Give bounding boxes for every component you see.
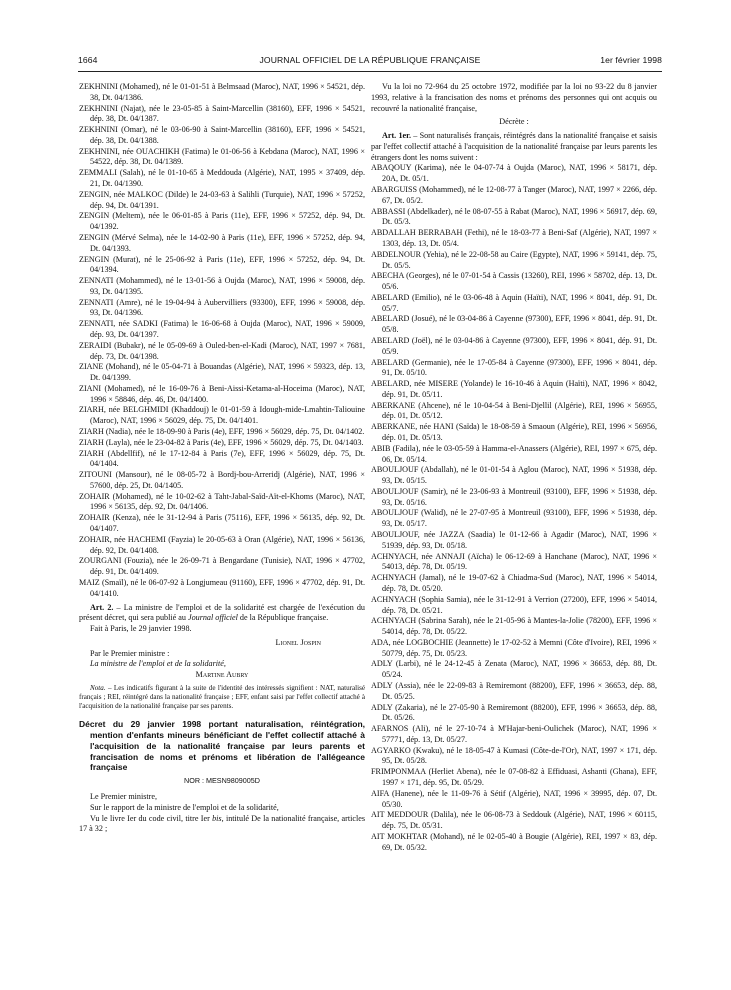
list-item: ABELARD, née MISERE (Yolande) le 16-10-46 à Aquin (Haïti), NAT, 1996 × 8042, dép. 91, Dt. 05/11. [371, 379, 657, 399]
list-item: ADA, née LOGBOCHIE (Jeannette) le 17-02-52 à Memni (Côte d'Ivoire), REI, 1996 × 50779, dép. 75, Dt. 05/23. [371, 637, 657, 658]
list-item: ABELARD (Josué), né le 03-04-86 à Cayenne (97300), EFF, 1996 × 8041, dép. 91, Dt. 05/8. [371, 314, 657, 335]
list-item: ZEKHNINI, née OUACHIKH (Fatima) le 01-06-56 à Kebdana (Maroc), NAT, 1996 × 54522, dép. 38, Dt. 04/1389. [79, 146, 365, 167]
list-item: MAIZ (Smaïl), né le 06-07-92 à Longjumeau (91160), EFF, 1996 × 47702, dép. 91, Dt. 04/1410. [79, 577, 365, 598]
list-item: ZENNATI (Mohammed), né le 13-01-56 à Oujda (Maroc), NAT, 1996 × 59008, dép. 93, Dt. 04/1395. [79, 276, 365, 296]
list-item: ZIARH, née BELGHMIDI (Khaddouj) le 01-01-59 à Idough-mide-Lmahtin-Taliouine (Maroc), NAT, 1996 × 56029, dép. 75, Dt. 04/1401. [79, 405, 365, 426]
decrete: Décrète : [499, 117, 529, 127]
vu-civil-code-start: Vu le livre Ier du code civil, titre Ier [90, 813, 213, 823]
list-item: FRIMPONMAA (Herliet Abena), née le 07-08-82 à Effiduasi, Ashanti (Ghana), EFF, 1997 × 171, dép. 95, Dt. 05/29. [371, 767, 657, 787]
header-rule [78, 71, 662, 72]
article-1-text: – Sont naturalisés français, réintégrés dans la nationalité française et saisis par l'effet collectif attaché à l'acquisition de la nationalité française par leurs parents les étrangers dont les noms suivent : [371, 131, 657, 162]
decree-title: Décret du 29 janvier 1998 portant naturalisation, réintégration, mention d'enfants mineurs bénéficiant de l'effet collectif attaché à l'acquisition de la nationalité française par leurs parents et francisation de noms et prénoms et libération de l'allégeance française [79, 719, 365, 773]
article-2-journal: Journal officiel [187, 613, 238, 623]
list-item: ZIANE (Mohand), né le 05-04-71 à Bouandas (Algérie), NAT, 1996 × 59323, dép. 13, Dt. 04/1399. [79, 362, 365, 383]
list-item: ABAQOUY (Karima), née le 04-07-74 à Oujda (Maroc), NAT, 1996 × 58171, dép. 20A, Dt. 05/1. [371, 163, 657, 184]
nota-text: – Les indicatifs figurant à la suite de l'identité des intéressés signifient : NAT, naturalisé français ; REI, réintégré dans la nationalité française ; EFF, enfant saisi par l'effet collectif attaché à l'acquisition de la nationalité française par ses parents. [79, 683, 365, 711]
list-item: ABOULJOUF (Abdallah), né le 01-01-54 à Aglou (Maroc), NAT, 1996 × 51938, dép. 93, Dt. 05/15. [371, 465, 657, 486]
minister-title [79, 659, 365, 670]
list-item: ABECHA (Georges), né le 07-01-54 à Cassis (13260), REI, 1996 × 58702, dép. 13, Dt. 05/6. [371, 271, 657, 292]
vu-civil-code-end: , intitulé De la nationalité française, articles 17 à 32 ; [79, 813, 365, 834]
list-item: ZIARH (Abdellfif), né le 17-12-84 à Paris (7e), EFF, 1996 × 56029, dép. 75, Dt. 04/1404. [79, 448, 365, 469]
report-line: Sur le rapport de la ministre de l'emploi et de la solidarité, [90, 802, 279, 812]
list-item: ZOHAIR, née HACHEMI (Fayzia) le 20-05-63 à Oran (Algérie), NAT, 1996 × 56136, dép. 92, Dt. 04/1408. [79, 534, 365, 555]
list-item: ABBASSI (Abdelkader), né le 08-07-55 à Rabat (Maroc), NAT, 1996 × 56917, dép. 69, Dt. 05/3. [371, 206, 657, 227]
list-item: ABARGUISS (Mohammed), né le 12-08-77 à Tanger (Maroc), NAT, 1997 × 2266, dép. 67, Dt. 05/2. [371, 185, 657, 205]
list-item: ADLY (Larbi), né le 24-12-45 à Zenata (Maroc), NAT, 1996 × 36653, dép. 88, Dt. 05/24. [371, 659, 657, 680]
issue-date: 1er février 1998 [600, 55, 662, 65]
list-item: ZIARH (Layla), née le 23-04-82 à Paris (4e), EFF, 1996 × 56029, dép. 75, Dt. 04/1403. [79, 437, 364, 447]
article-2 [79, 603, 365, 625]
nota [79, 684, 365, 711]
list-item: ABOULJOUF (Samir), né le 23-06-93 à Montreuil (93100), EFF, 1996 × 51938, dép. 93, Dt. 05/16. [371, 486, 657, 507]
page-number: 1664 [78, 55, 98, 65]
place-date: Fait à Paris, le 29 janvier 1998. [90, 624, 192, 634]
list-item: ZEMMALI (Salah), né le 01-10-65 à Meddouda (Algérie), NAT, 1995 × 37409, dép. 21, Dt. 04/1390. [79, 168, 365, 189]
minister-title-text: La ministre de l'emploi et de la solidarité, [90, 659, 226, 669]
list-item: ZOURGANI (Fouzia), née le 26-09-71 à Bengardane (Tunisie), NAT, 1996 × 47702, dép. 91, Dt. 04/1409. [79, 556, 365, 577]
list-item: ABDELNOUR (Yehia), né le 22-08-58 au Caire (Egypte), NAT, 1996 × 59141, dép. 75, Dt. 05/5. [371, 249, 657, 270]
list-item: ACHNYACH, née ANNAJI (Aïcha) le 06-12-69 à Hanchane (Maroc), NAT, 1996 × 54013, dép. 78, Dt. 05/19. [371, 551, 657, 572]
list-item: ZIARH (Nadia), née le 18-09-90 à Paris (4e), EFF, 1996 × 56029, dép. 75, Dt. 04/1402. [79, 427, 365, 436]
article-2-text: – La ministre de l'emploi et de la solidarité est chargée de l'exécution du présent décret, qui sera publié au [79, 602, 365, 623]
list-item: ABELARD (Emilio), né le 03-06-48 à Aquin (Haïti), NAT, 1996 × 8041, dép. 91, Dt. 05/7. [371, 292, 657, 313]
article-2-end: de la République française. [237, 613, 329, 623]
list-item: ACHNYACH (Jamal), né le 19-07-62 à Chiadma-Sud (Maroc), NAT, 1996 × 54014, dép. 78, Dt. 05/20. [371, 573, 657, 593]
list-item: ZENGIN, née MALKOC (Dilde) le 24-03-63 à Salihli (Turquie), NAT, 1996 × 57252, dép. 94, Dt. 04/1391. [79, 189, 365, 210]
list-item: ZEKHNINI (Omar), né le 03-06-90 à Saint-Marcellin (38160), EFF, 1996 × 54521, dép. 38, Dt. 04/1388. [79, 125, 365, 145]
signatory: Lionel Jospin [275, 637, 321, 647]
list-item: ZEKHNINI (Najat), née le 23-05-85 à Saint-Marcellin (38160), EFF, 1996 × 54521, dép. 38, Dt. 04/1387. [79, 103, 365, 124]
list-item: ADLY (Zakaria), né le 27-05-90 à Remiremont (88200), EFF, 1996 × 36653, dép. 88, Dt. 05/26. [371, 702, 657, 723]
article-1 [371, 131, 657, 163]
list-item: ZOHAIR (Kenza), née le 31-12-94 à Paris (75116), EFF, 1996 × 56135, dép. 92, Dt. 04/1407. [79, 513, 365, 534]
article-2-label: Art. 2. [90, 602, 114, 612]
vu-civil-code [79, 814, 365, 836]
article-1-label: Art. 1er. [382, 131, 412, 141]
list-item: ZENGIN (Murat), né le 25-06-92 à Paris (11e), EFF, 1996 × 57252, dép. 94, Dt. 04/1394. [79, 254, 365, 275]
list-item: ACHNYACH (Sabrina Sarah), née le 21-05-96 à Mantes-la-Jolie (78200), EFF, 1996 × 54014, dép. 78, Dt. 05/22. [371, 616, 657, 637]
list-item: ZENNATI, née SADKI (Fatima) le 16-06-68 à Oujda (Maroc), NAT, 1996 × 59009, dép. 93, Dt. 04/1397. [79, 319, 365, 339]
vu-law: Vu la loi no 72-964 du 25 octobre 1972, modifiée par la loi no 93-22 du 8 janvier 1993, relative à la francisation des noms et prénoms des personnes qui ont acquis ou recouvré la nationalité française, [371, 82, 657, 113]
list-item: ZENGIN (Meltem), née le 06-01-85 à Paris (11e), EFF, 1996 × 57252, dép. 94, Dt. 04/1392. [79, 211, 365, 232]
right-entries-list [371, 163, 657, 853]
left-entries-list [79, 82, 365, 600]
list-item: ZIANI (Mohamed), né le 16-09-76 à Beni-Aissi-Ketama-al-Hoceima (Maroc), NAT, 1996 × 58846, dép. 46, Dt. 04/1400. [79, 383, 365, 404]
by-prime-minister: Par le Premier ministre : [90, 648, 170, 658]
list-item: ZENNATI (Amre), né le 19-04-94 à Aubervilliers (93300), EFF, 1996 × 59008, dép. 93, Dt. 04/1396. [79, 297, 365, 318]
list-item: ACHNYACH (Sophia Samia), née le 31-12-91 à Verrion (27200), EFF, 1996 × 54014, dép. 78, Dt. 05/21. [371, 594, 657, 615]
list-item: ABERKANE, née HANI (Saïda) le 18-08-59 à Smaoun (Algérie), REI, 1996 × 56956, dép. 01, Dt. 05/13. [371, 422, 657, 442]
list-item: ZENGIN (Mérvé Selma), née le 14-02-90 à Paris (11e), EFF, 1996 × 57252, dép. 94, Dt. 04/1393. [79, 232, 365, 253]
minister-name: Martine Aubry [195, 670, 249, 680]
right-column [371, 82, 657, 853]
list-item: ZERAIDI (Bubakr), né le 05-09-69 à Ouled-ben-el-Kadi (Maroc), NAT, 1997 × 7681, dép. 73, Dt. 04/1398. [79, 340, 365, 361]
left-column [79, 82, 365, 835]
list-item: ZITOUNI (Mansour), né le 08-05-72 à Bordj-bou-Arreridj (Algérie), NAT, 1996 × 57600, dép. 25, Dt. 04/1405. [79, 470, 365, 490]
list-item: ADLY (Assia), née le 22-09-83 à Remiremont (88200), EFF, 1996 × 36653, dép. 88, Dt. 05/25. [371, 680, 657, 701]
journal-title: JOURNAL OFFICIEL DE LA RÉPUBLIQUE FRANÇAISE [259, 55, 481, 65]
list-item: ABELARD (Germanie), née le 17-05-84 à Cayenne (97300), EFF, 1996 × 8041, dép. 91, Dt. 05/10. [371, 357, 657, 378]
list-item: AIT MOKHTAR (Mohand), né le 02-05-40 à Bougie (Algérie), REI, 1997 × 83, dép. 69, Dt. 05/32. [371, 831, 657, 852]
list-item: AGYARKO (Kwaku), né le 18-05-47 à Kumasi (Côte-de-l'Or), NAT, 1997 × 171, dép. 95, Dt. 05/28. [371, 745, 657, 766]
nor-reference: NOR : MESN9809005D [184, 776, 260, 786]
list-item: ABELARD (Joël), né le 03-04-86 à Cayenne (97300), EFF, 1996 × 8041, dép. 91, Dt. 05/9. [371, 335, 657, 356]
list-item: ABOULJOUF, née JAZZA (Saadia) le 01-12-66 à Agadir (Maroc), NAT, 1996 × 51939, dép. 93, Dt. 05/18. [371, 530, 657, 550]
list-item: AIFA (Hanene), née le 11-09-76 à Sétif (Algérie), NAT, 1996 × 39995, dép. 07, Dt. 05/30. [371, 788, 657, 809]
list-item: AFARNOS (Ali), né le 27-10-74 à M'Hajar-beni-Oulichek (Maroc), NAT, 1996 × 57771, dép. 13, Dt. 05/27. [371, 724, 657, 744]
list-item: ABOULJOUF (Walid), né le 27-07-95 à Montreuil (93100), EFF, 1996 × 51938, dép. 93, Dt. 05/17. [371, 508, 657, 529]
list-item: ABERKANE (Ahcene), né le 10-04-54 à Beni-Djellil (Algérie), REI, 1996 × 56955, dép. 01, Dt. 05/12. [371, 400, 657, 421]
page-header [78, 55, 662, 69]
list-item: ABIB (Fadila), née le 03-05-59 à Hamma-el-Anassers (Algérie), REI, 1997 × 675, dép. 06, Dt. 05/14. [371, 443, 657, 464]
vu-civil-code-bis: bis [212, 813, 222, 823]
list-item: ZEKHNINI (Mohamed), né le 01-01-51 à Belmsaad (Maroc), NAT, 1996 × 54521, dép. 38, Dt. 04/1386. [79, 82, 365, 102]
list-item: ABDALLAH BERRABAH (Fethi), né le 18-03-77 à Beni-Saf (Algérie), NAT, 1997 × 1303, dép. 13, Dt. 05/4. [371, 228, 657, 248]
list-item: ZOHAIR (Mohamed), né le 10-02-62 à Taht-Jabal-Saïd-Aït-el-Khoms (Maroc), NAT, 1996 × 56135, dép. 92, Dt. 04/1406. [79, 491, 365, 512]
nota-label: Nota. [90, 683, 106, 692]
prime-minister-line: Le Premier ministre, [90, 792, 158, 802]
list-item: AIT MEDDOUR (Dalila), née le 06-08-73 à Seddouk (Algérie), NAT, 1996 × 60115, dép. 75, Dt. 05/31. [371, 810, 657, 831]
